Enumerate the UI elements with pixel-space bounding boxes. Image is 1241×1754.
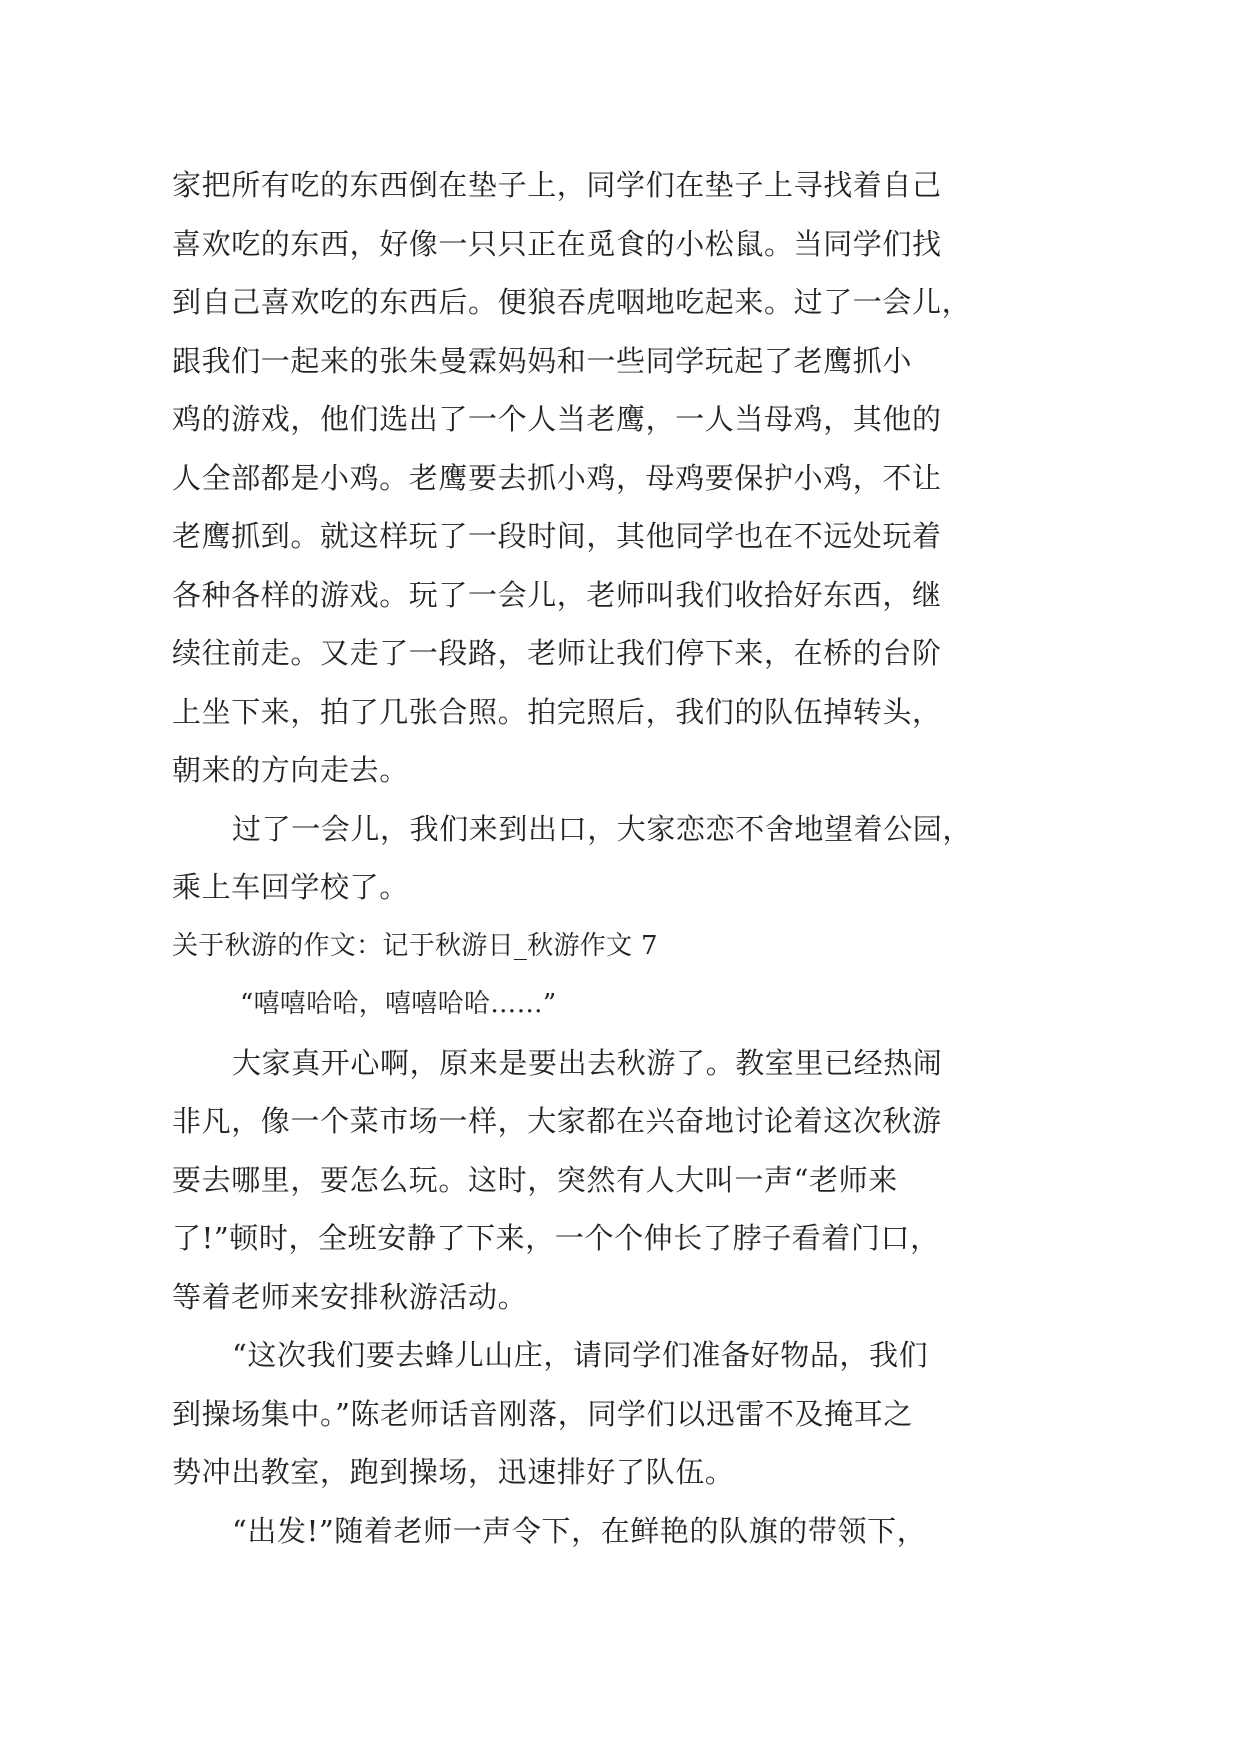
text-line: 喜欢吃的东西，好像一只只正在觅食的小松鼠。当同学们找 (172, 226, 942, 261)
text-line: 乘上车回学校了。 (172, 870, 409, 904)
text-line: 上坐下来，拍了几张合照。拍完照后，我们的队伍掉转头， (172, 694, 942, 729)
text-line: 各种各样的游戏。玩了一会儿，老师叫我们收拾好东西，继 (172, 577, 942, 612)
text-line: 鸡的游戏，他们选出了一个人当老鹰，一人当母鸡，其他的 (172, 402, 942, 436)
text-line: “这次我们要去蜂儿山庄，请同学们准备好物品，我们 (232, 1338, 929, 1372)
article-paragraph-3 (172, 1502, 1052, 1561)
text-line: 朝来的方向走去。 (172, 753, 409, 787)
text-line: 续往前走。又走了一段路，老师让我们停下来，在桥的台阶 (172, 636, 942, 670)
opening-quote: “嘻嘻哈哈，嘻嘻哈哈……” (240, 989, 557, 1019)
text-line: 家把所有吃的东西倒在垫子上，同学们在垫子上寻找着自己 (172, 168, 942, 202)
text-line: 过了一会儿，我们来到出口，大家恋恋不舍地望着公园， (232, 811, 973, 846)
text-line: 了!”顿时，全班安静了下来，一个个伸长了脖子看着门口， (172, 1221, 940, 1255)
text-line: 人全部都是小鸡。老鹰要去抓小鸡，母鸡要保护小鸡，不让 (172, 460, 942, 495)
text-line: 要去哪里，要怎么玩。这时，突然有人大叫一声“老师来 (172, 1162, 898, 1197)
text-line: 跟我们一起来的张朱曼霖妈妈和一些同学玩起了老鹰抓小 (172, 343, 913, 378)
text-line: 势冲出教室，跑到操场，迅速排好了队伍。 (172, 1455, 735, 1489)
previous-article-closing-paragraph (172, 800, 1052, 917)
document-body (172, 156, 1052, 1560)
text-line: 等着老师来安排秋游活动。 (172, 1279, 528, 1314)
article-paragraph-2 (172, 1326, 1052, 1502)
article-paragraph-1 (172, 1034, 1052, 1327)
text-line: “出发!”随着老师一声令下，在鲜艳的队旗的带领下， (232, 1513, 927, 1548)
text-line: 老鹰抓到。就这样玩了一段时间，其他同学也在不远处玩着 (172, 519, 942, 553)
text-line: 到操场集中。”陈老师话音刚落，同学们以迅雷不及掩耳之 (172, 1396, 913, 1431)
text-line: 到自己喜欢吃的东西后。便狼吞虎咽地吃起来。过了一会儿， (172, 285, 972, 319)
text-line: 大家真开心啊，原来是要出去秋游了。教室里已经热闹 (232, 1045, 943, 1080)
article-title: 关于秋游的作文：记于秋游日_秋游作文 7 (172, 930, 658, 961)
text-line: 非凡，像一个菜市场一样，大家都在兴奋地讨论着这次秋游 (172, 1104, 942, 1138)
previous-article-paragraph-end (172, 156, 1052, 800)
